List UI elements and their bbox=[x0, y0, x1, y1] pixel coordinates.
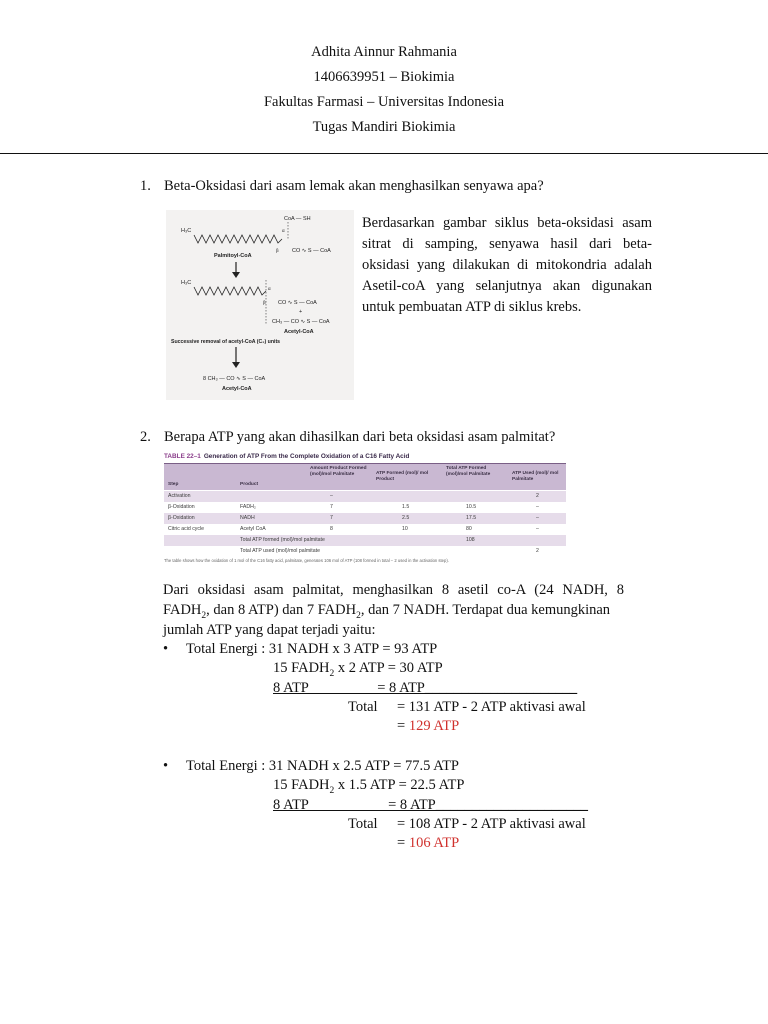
beta-oxidation-diagram bbox=[166, 210, 354, 400]
cell-amount: 7 bbox=[330, 515, 333, 521]
calc2-line-3: 8 ATP = 8 ATP_____________________ bbox=[273, 797, 588, 813]
cell-product: NADH bbox=[240, 515, 255, 521]
cell-used: – bbox=[536, 504, 539, 510]
th-amount: Amount Product Formed (mol)/mol Palmitate bbox=[310, 466, 367, 477]
calc2-result bbox=[397, 835, 459, 852]
table-title bbox=[164, 451, 566, 464]
cell-atp-formed: 2.5 bbox=[402, 515, 410, 521]
cell-used: – bbox=[536, 526, 539, 532]
fig-eight-acetyl: 8 CH₃ — CO ∿ S — CoA bbox=[203, 376, 266, 382]
atp-table bbox=[164, 451, 566, 568]
fig-removal-caption: Successive removal of acetyl-CoA (C₂) units bbox=[171, 339, 281, 345]
th-atp-used: ATP Used (mol)/ mol Palmitate bbox=[512, 471, 559, 482]
answer-text: , dan 7 NADH. Terdapat dua kemungkinan bbox=[360, 602, 611, 618]
calc2-total-eq: = 108 ATP - 2 ATP aktivasi awal bbox=[397, 816, 586, 832]
table-row bbox=[164, 491, 566, 502]
assignment-title: Tugas Mandiri Biokimia bbox=[312, 119, 456, 135]
question-number: 2. bbox=[140, 429, 151, 445]
fadh-text: FADH bbox=[163, 602, 202, 618]
answer-text: , dan 8 ATP) dan 7 FADH bbox=[206, 602, 357, 618]
calc-text: 15 FADH bbox=[273, 660, 330, 676]
cell-amount: 7 bbox=[330, 504, 333, 510]
question-2 bbox=[140, 429, 555, 446]
calc1-line-1: Total Energi : 31 NADH x 3 ATP = 93 ATP bbox=[186, 641, 438, 657]
question-text: Beta-Oksidasi dari asam lemak akan menghasilkan senyawa apa? bbox=[164, 178, 544, 194]
table-row bbox=[164, 502, 566, 513]
calc1-total-label: Total bbox=[348, 699, 378, 715]
fig-plus: + bbox=[299, 309, 303, 315]
cell-total: 17.5 bbox=[466, 515, 477, 521]
cell-product: Total ATP used (mol)/mol palmitate bbox=[240, 548, 320, 554]
beta-oxidation-figure bbox=[166, 210, 354, 400]
th-total-atp: Total ATP Formed (mol)/mol Palmitate bbox=[446, 466, 491, 477]
th-product: Product bbox=[240, 482, 259, 487]
author-name: Adhita Ainnur Rahmania bbox=[311, 44, 457, 60]
result-value: 129 ATP bbox=[408, 718, 460, 734]
calc-text: x 2 ATP = 30 ATP bbox=[334, 660, 443, 676]
fig-coa-sh: CoA — SH bbox=[284, 216, 311, 222]
fig-alpha-2: α bbox=[268, 286, 271, 291]
cell-product: Acetyl CoA bbox=[240, 526, 266, 532]
calc2-total-label: Total bbox=[348, 816, 378, 832]
cell-used: 2 bbox=[536, 548, 539, 554]
header-divider bbox=[0, 153, 768, 154]
cell-product: Total ATP formed (mol)/mol palmitate bbox=[240, 537, 325, 543]
subscript-2: 2 bbox=[201, 610, 207, 621]
subscript-2: 2 bbox=[356, 610, 361, 621]
cell-product: FADH₂ bbox=[240, 504, 256, 510]
cell-amount: 8 bbox=[330, 526, 333, 532]
q2-answer-line-3: jumlah ATP yang dapat terjadi yaitu: bbox=[163, 622, 376, 638]
q2-answer-line-1: Dari oksidasi asam palmitat, menghasilkan 8 asetil co-A (24 NADH, 8 bbox=[163, 582, 624, 598]
calc2-line-1: Total Energi : 31 NADH x 2.5 ATP = 77.5 ATP bbox=[186, 758, 460, 774]
question-1 bbox=[140, 178, 544, 195]
table-row bbox=[164, 546, 566, 557]
calc-text: = bbox=[397, 835, 409, 851]
question-number: 1. bbox=[140, 178, 151, 194]
cell-step: Citric acid cycle bbox=[168, 526, 205, 532]
th-step: Step bbox=[168, 482, 179, 487]
cell-step: Activation bbox=[168, 493, 191, 499]
fig-alpha-1: α bbox=[282, 228, 285, 233]
fig-co-s-coa-1: CO ∿ S — CoA bbox=[292, 248, 331, 254]
bullet-icon: • bbox=[163, 758, 169, 774]
calc1-line-2 bbox=[273, 660, 443, 679]
fig-beta-2: β bbox=[263, 300, 266, 305]
q1-answer: Berdasarkan gambar siklus beta-oksidasi asam sitrat di samping, senyawa hasil dari beta-oksidasi yang dilakukan di mitokondria adalah Asetil-coA yang selanjutnya akan digunakan untuk pembuatan ATP di siklus krebs. bbox=[362, 215, 652, 315]
calc-text: 15 FADH bbox=[273, 777, 330, 793]
faculty-line: Fakultas Farmasi – Universitas Indonesia bbox=[263, 94, 504, 110]
fig-h3c-1: H₃C bbox=[181, 228, 192, 234]
cell-total: 10.5 bbox=[466, 504, 477, 510]
calc-text: x 1.5 ATP = 22.5 ATP bbox=[334, 777, 465, 793]
calc1-total-eq: = 131 ATP - 2 ATP aktivasi awal bbox=[397, 699, 586, 715]
th-atp-formed: ATP Formed (mol)/ mol Product bbox=[376, 471, 429, 482]
table-row bbox=[164, 535, 566, 546]
calc2-line-2 bbox=[273, 777, 464, 796]
table-title-text: Generation of ATP From the Complete Oxidation of a C16 Fatty Acid bbox=[203, 453, 410, 460]
cell-atp-formed: 1.5 bbox=[402, 504, 410, 510]
fig-acetyl-coa-2: Acetyl-CoA bbox=[222, 386, 252, 392]
cell-total: 80 bbox=[466, 526, 472, 532]
subscript-2: 2 bbox=[329, 785, 335, 796]
cell-used: 2 bbox=[536, 493, 539, 499]
cell-amount: – bbox=[330, 493, 333, 499]
cell-total: 108 bbox=[466, 537, 475, 543]
table-footnote: The table shows how the oxidation of 1 mol of the C16 fatty acid, palmitate, generates 106 mol of ATP (108 formed in total − 2 used in the activation step). bbox=[164, 558, 449, 563]
cell-step: β-Oxidation bbox=[168, 515, 195, 521]
table-row bbox=[164, 513, 566, 524]
table-row bbox=[164, 524, 566, 535]
fig-palmitoyl-coa: Palmitoyl-CoA bbox=[214, 253, 252, 259]
cell-step: β-Oxidation bbox=[168, 504, 195, 510]
cell-used: – bbox=[536, 515, 539, 521]
fig-beta-1: β bbox=[276, 248, 279, 253]
table-header bbox=[164, 464, 566, 490]
student-id-course: 1406639951 – Biokimia bbox=[313, 69, 455, 85]
calc1-line-3: 8 ATP = 8 ATP_____________________ bbox=[273, 680, 578, 696]
table-tag: TABLE 22–1 bbox=[164, 453, 201, 460]
bullet-icon: • bbox=[163, 641, 169, 657]
fig-h3c-2: H₃C bbox=[181, 280, 192, 286]
fig-acetyl-coa-1: Acetyl-CoA bbox=[284, 329, 314, 335]
fig-ch3-co-s-coa: CH₃ — CO ∿ S — CoA bbox=[272, 319, 330, 325]
question-text: Berapa ATP yang akan dihasilkan dari beta oksidasi asam palmitat? bbox=[164, 429, 556, 445]
q2-answer-line-2 bbox=[163, 602, 610, 621]
result-value: 106 ATP bbox=[408, 835, 460, 851]
cell-atp-formed: 10 bbox=[402, 526, 408, 532]
calc1-result bbox=[397, 718, 459, 735]
calc-text: = bbox=[397, 718, 409, 734]
fig-co-s-coa-2: CO ∿ S — CoA bbox=[278, 300, 317, 306]
subscript-2: 2 bbox=[329, 668, 335, 679]
